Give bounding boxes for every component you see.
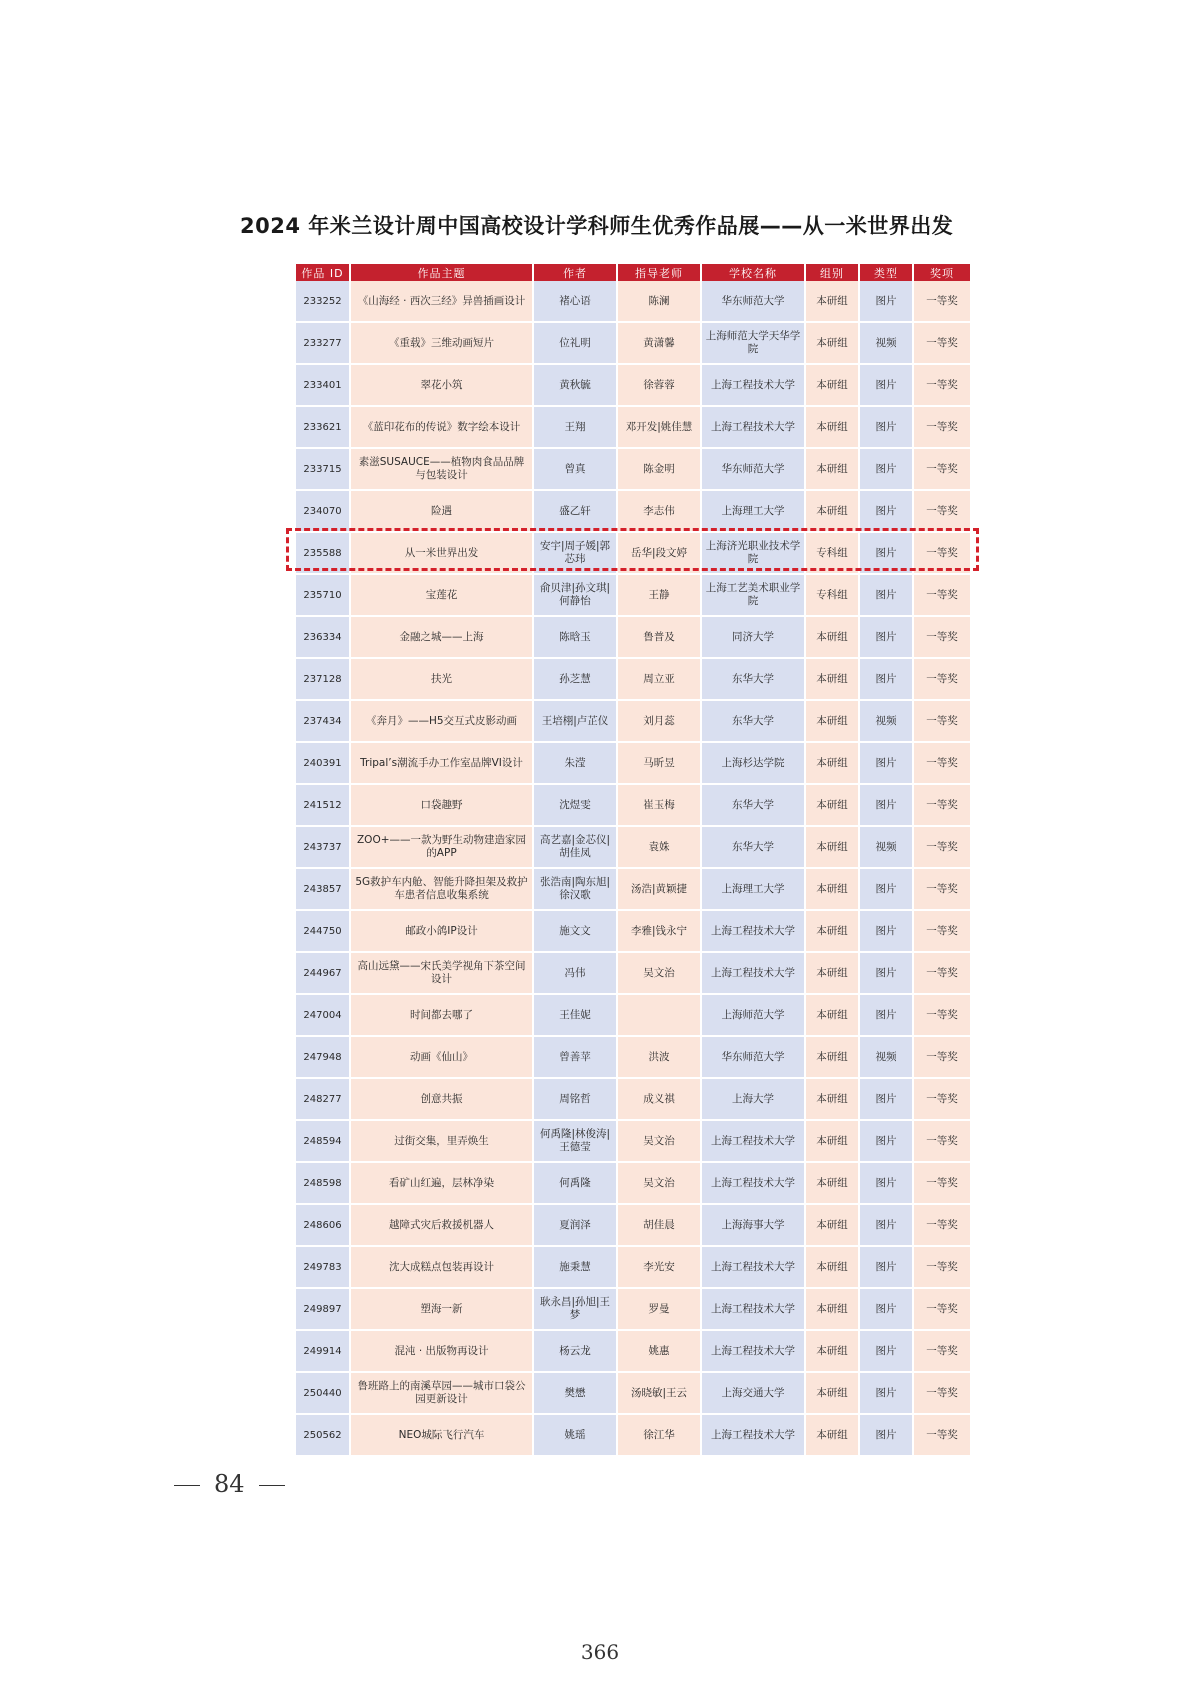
table-row xyxy=(296,365,970,407)
cell-group: 本研组 xyxy=(806,701,860,743)
table-row xyxy=(296,785,970,827)
cell-theme: NEO城际飞行汽车 xyxy=(351,1415,534,1457)
cell-group: 本研组 xyxy=(806,827,860,869)
cell-group: 本研组 xyxy=(806,281,860,323)
cell-teacher: 姚惠 xyxy=(618,1331,702,1373)
cell-id: 241512 xyxy=(296,785,351,827)
cell-author: 安宇|周子媛|郭芯玮 xyxy=(534,533,618,575)
cell-author: 陈晗玉 xyxy=(534,617,618,659)
cell-author: 沈煜雯 xyxy=(534,785,618,827)
cell-id: 243857 xyxy=(296,869,351,911)
cell-theme: 高山远黛——宋氏美学视角下茶空间设计 xyxy=(351,953,534,995)
table-row xyxy=(296,281,970,323)
cell-teacher: 吴文治 xyxy=(618,1163,702,1205)
cell-group: 本研组 xyxy=(806,407,860,449)
header-group: 组别 xyxy=(806,264,860,281)
cell-type: 视频 xyxy=(860,323,914,365)
cell-teacher: 岳华|段文婷 xyxy=(618,533,702,575)
cell-school: 上海理工大学 xyxy=(702,869,806,911)
cell-school: 华东师范大学 xyxy=(702,1037,806,1079)
cell-award: 一等奖 xyxy=(914,1373,970,1415)
cell-author: 张浩南|陶东旭|徐汉歌 xyxy=(534,869,618,911)
cell-award: 一等奖 xyxy=(914,1079,970,1121)
cell-id: 248277 xyxy=(296,1079,351,1121)
cell-id: 250562 xyxy=(296,1415,351,1457)
cell-type: 图片 xyxy=(860,953,914,995)
cell-id: 234070 xyxy=(296,491,351,533)
cell-author: 王佳妮 xyxy=(534,995,618,1037)
table-row xyxy=(296,323,970,365)
table-row xyxy=(296,1247,970,1289)
cell-teacher: 胡佳晨 xyxy=(618,1205,702,1247)
cell-id: 233621 xyxy=(296,407,351,449)
cell-award: 一等奖 xyxy=(914,1121,970,1163)
cell-award: 一等奖 xyxy=(914,1331,970,1373)
cell-id: 237434 xyxy=(296,701,351,743)
cell-award: 一等奖 xyxy=(914,491,970,533)
cell-group: 专科组 xyxy=(806,575,860,617)
cell-type: 图片 xyxy=(860,911,914,953)
table-row xyxy=(296,827,970,869)
cell-award: 一等奖 xyxy=(914,449,970,491)
table-row xyxy=(296,1415,970,1457)
table-row xyxy=(296,407,970,449)
cell-author: 盛乙轩 xyxy=(534,491,618,533)
cell-id: 249897 xyxy=(296,1289,351,1331)
header-id: 作品 ID xyxy=(296,264,351,281)
dash-left xyxy=(174,1485,200,1486)
header-type: 类型 xyxy=(860,264,914,281)
table-row xyxy=(296,491,970,533)
header-award: 奖项 xyxy=(914,264,970,281)
cell-school: 上海交通大学 xyxy=(702,1373,806,1415)
cell-author: 黄秋毓 xyxy=(534,365,618,407)
cell-theme: 塑海一新 xyxy=(351,1289,534,1331)
cell-type: 图片 xyxy=(860,617,914,659)
cell-author: 曾善苹 xyxy=(534,1037,618,1079)
page-label-number: 84 xyxy=(214,1470,245,1498)
cell-theme: 《蓝印花布的传说》数字绘本设计 xyxy=(351,407,534,449)
cell-group: 本研组 xyxy=(806,1415,860,1457)
header-school: 学校名称 xyxy=(702,264,806,281)
cell-teacher: 李光安 xyxy=(618,1247,702,1289)
cell-group: 本研组 xyxy=(806,491,860,533)
cell-school: 上海海事大学 xyxy=(702,1205,806,1247)
cell-id: 233401 xyxy=(296,365,351,407)
cell-id: 244750 xyxy=(296,911,351,953)
table-row xyxy=(296,575,970,617)
table-row xyxy=(296,1373,970,1415)
cell-theme: 险遇 xyxy=(351,491,534,533)
cell-theme: 素滋SUSAUCE——植物肉食品品牌与包装设计 xyxy=(351,449,534,491)
table-row xyxy=(296,701,970,743)
cell-author: 何禹隆 xyxy=(534,1163,618,1205)
cell-teacher: 汤浩|黄颖捷 xyxy=(618,869,702,911)
header-teacher: 指导老师 xyxy=(618,264,702,281)
cell-teacher: 周立亚 xyxy=(618,659,702,701)
table-row xyxy=(296,911,970,953)
table-header-row xyxy=(296,264,970,281)
cell-school: 上海济光职业技术学院 xyxy=(702,533,806,575)
cell-teacher: 洪波 xyxy=(618,1037,702,1079)
cell-id: 235588 xyxy=(296,533,351,575)
cell-id: 248606 xyxy=(296,1205,351,1247)
cell-award: 一等奖 xyxy=(914,407,970,449)
cell-id: 233715 xyxy=(296,449,351,491)
cell-type: 图片 xyxy=(860,281,914,323)
cell-author: 施文文 xyxy=(534,911,618,953)
cell-type: 图片 xyxy=(860,1373,914,1415)
cell-theme: ZOO+——一款为野生动物建造家园的APP xyxy=(351,827,534,869)
cell-author: 樊懋 xyxy=(534,1373,618,1415)
cell-id: 233277 xyxy=(296,323,351,365)
cell-award: 一等奖 xyxy=(914,701,970,743)
cell-school: 上海工程技术大学 xyxy=(702,1121,806,1163)
cell-theme: 《山海经 · 西次三经》异兽插画设计 xyxy=(351,281,534,323)
cell-teacher: 陈金明 xyxy=(618,449,702,491)
cell-group: 本研组 xyxy=(806,1205,860,1247)
cell-author: 夏润泽 xyxy=(534,1205,618,1247)
cell-teacher: 马昕昱 xyxy=(618,743,702,785)
cell-group: 本研组 xyxy=(806,785,860,827)
page-label xyxy=(160,1470,299,1498)
table-row xyxy=(296,1289,970,1331)
cell-award: 一等奖 xyxy=(914,827,970,869)
cell-school: 上海工程技术大学 xyxy=(702,365,806,407)
cell-author: 姚瑶 xyxy=(534,1415,618,1457)
document-title: 2024 年米兰设计周中国高校设计学科师生优秀作品展——从一米世界出发 xyxy=(240,214,954,238)
cell-group: 本研组 xyxy=(806,1373,860,1415)
cell-theme: 宝莲花 xyxy=(351,575,534,617)
cell-school: 上海师范大学天华学院 xyxy=(702,323,806,365)
cell-teacher xyxy=(618,995,702,1037)
cell-award: 一等奖 xyxy=(914,1037,970,1079)
cell-school: 上海工艺美术职业学院 xyxy=(702,575,806,617)
cell-award: 一等奖 xyxy=(914,1289,970,1331)
cell-teacher: 王静 xyxy=(618,575,702,617)
cell-theme: 5G救护车内舱、智能升降担架及救护车患者信息收集系统 xyxy=(351,869,534,911)
cell-type: 图片 xyxy=(860,449,914,491)
cell-teacher: 汤晓敏|王云 xyxy=(618,1373,702,1415)
cell-author: 何禹隆|林俊涛|王德莹 xyxy=(534,1121,618,1163)
cell-type: 图片 xyxy=(860,1121,914,1163)
cell-author: 冯伟 xyxy=(534,953,618,995)
cell-award: 一等奖 xyxy=(914,995,970,1037)
cell-type: 图片 xyxy=(860,1247,914,1289)
cell-group: 本研组 xyxy=(806,953,860,995)
cell-type: 视频 xyxy=(860,701,914,743)
table-row xyxy=(296,449,970,491)
header-theme: 作品主题 xyxy=(351,264,534,281)
cell-award: 一等奖 xyxy=(914,365,970,407)
cell-id: 236334 xyxy=(296,617,351,659)
cell-school: 上海工程技术大学 xyxy=(702,1331,806,1373)
cell-id: 248594 xyxy=(296,1121,351,1163)
cell-school: 东华大学 xyxy=(702,701,806,743)
cell-school: 东华大学 xyxy=(702,827,806,869)
cell-group: 本研组 xyxy=(806,869,860,911)
cell-theme: 越障式灾后救援机器人 xyxy=(351,1205,534,1247)
cell-theme: 混沌 · 出版物再设计 xyxy=(351,1331,534,1373)
cell-author: 施秉慧 xyxy=(534,1247,618,1289)
cell-theme: 时间都去哪了 xyxy=(351,995,534,1037)
awards-table xyxy=(296,264,970,1457)
cell-type: 图片 xyxy=(860,1289,914,1331)
cell-group: 本研组 xyxy=(806,659,860,701)
cell-theme: 鲁班路上的南溪草园——城市口袋公园更新设计 xyxy=(351,1373,534,1415)
table-row xyxy=(296,743,970,785)
cell-id: 235710 xyxy=(296,575,351,617)
cell-author: 曾真 xyxy=(534,449,618,491)
cell-school: 华东师范大学 xyxy=(702,281,806,323)
cell-type: 图片 xyxy=(860,575,914,617)
awards-table-container xyxy=(296,264,970,1457)
cell-type: 视频 xyxy=(860,827,914,869)
cell-school: 上海工程技术大学 xyxy=(702,1163,806,1205)
cell-group: 本研组 xyxy=(806,743,860,785)
cell-teacher: 李志伟 xyxy=(618,491,702,533)
cell-award: 一等奖 xyxy=(914,743,970,785)
cell-teacher: 陈澜 xyxy=(618,281,702,323)
cell-group: 本研组 xyxy=(806,1289,860,1331)
table-row xyxy=(296,1037,970,1079)
cell-type: 图片 xyxy=(860,1331,914,1373)
cell-author: 孙芝慧 xyxy=(534,659,618,701)
cell-id: 237128 xyxy=(296,659,351,701)
cell-type: 图片 xyxy=(860,365,914,407)
cell-group: 本研组 xyxy=(806,1163,860,1205)
cell-award: 一等奖 xyxy=(914,953,970,995)
cell-author: 王培栩|卢芷仪 xyxy=(534,701,618,743)
cell-theme: 看矿山红遍，层林净染 xyxy=(351,1163,534,1205)
cell-type: 图片 xyxy=(860,491,914,533)
table-row xyxy=(296,1331,970,1373)
cell-teacher: 李雅|钱永宁 xyxy=(618,911,702,953)
cell-id: 233252 xyxy=(296,281,351,323)
cell-author: 位礼明 xyxy=(534,323,618,365)
cell-group: 本研组 xyxy=(806,323,860,365)
cell-group: 本研组 xyxy=(806,365,860,407)
table-row xyxy=(296,1121,970,1163)
cell-author: 俞贝津|孙文琪|何静怡 xyxy=(534,575,618,617)
cell-group: 本研组 xyxy=(806,1037,860,1079)
cell-award: 一等奖 xyxy=(914,617,970,659)
table-row xyxy=(296,869,970,911)
cell-type: 图片 xyxy=(860,659,914,701)
cell-id: 244967 xyxy=(296,953,351,995)
cell-school: 上海大学 xyxy=(702,1079,806,1121)
cell-award: 一等奖 xyxy=(914,281,970,323)
cell-group: 本研组 xyxy=(806,995,860,1037)
cell-theme: Tripal’s潮流手办工作室品牌VI设计 xyxy=(351,743,534,785)
cell-award: 一等奖 xyxy=(914,533,970,575)
cell-author: 王翔 xyxy=(534,407,618,449)
header-author: 作者 xyxy=(534,264,618,281)
cell-teacher: 罗曼 xyxy=(618,1289,702,1331)
cell-school: 上海杉达学院 xyxy=(702,743,806,785)
footer-page-number: 366 xyxy=(580,1640,620,1664)
cell-author: 高艺嘉|金芯仪|胡佳凤 xyxy=(534,827,618,869)
cell-type: 图片 xyxy=(860,1205,914,1247)
cell-type: 图片 xyxy=(860,1079,914,1121)
cell-school: 上海工程技术大学 xyxy=(702,953,806,995)
cell-award: 一等奖 xyxy=(914,869,970,911)
cell-id: 243737 xyxy=(296,827,351,869)
cell-author: 褚心语 xyxy=(534,281,618,323)
cell-award: 一等奖 xyxy=(914,1205,970,1247)
cell-theme: 动画《仙山》 xyxy=(351,1037,534,1079)
cell-school: 上海工程技术大学 xyxy=(702,1289,806,1331)
cell-type: 图片 xyxy=(860,1163,914,1205)
cell-teacher: 徐蓉蓉 xyxy=(618,365,702,407)
cell-theme: 从一米世界出发 xyxy=(351,533,534,575)
cell-teacher: 吴文治 xyxy=(618,953,702,995)
cell-teacher: 刘月蕊 xyxy=(618,701,702,743)
cell-group: 专科组 xyxy=(806,533,860,575)
cell-award: 一等奖 xyxy=(914,911,970,953)
cell-type: 图片 xyxy=(860,533,914,575)
cell-school: 同济大学 xyxy=(702,617,806,659)
cell-group: 本研组 xyxy=(806,617,860,659)
cell-school: 上海理工大学 xyxy=(702,491,806,533)
table-row xyxy=(296,1079,970,1121)
cell-teacher: 吴文治 xyxy=(618,1121,702,1163)
cell-school: 东华大学 xyxy=(702,659,806,701)
cell-author: 耿永昌|孙旭|王梦 xyxy=(534,1289,618,1331)
cell-teacher: 袁姝 xyxy=(618,827,702,869)
table-row xyxy=(296,533,970,575)
cell-type: 图片 xyxy=(860,1415,914,1457)
cell-group: 本研组 xyxy=(806,449,860,491)
cell-author: 周铭哲 xyxy=(534,1079,618,1121)
cell-teacher: 成义祺 xyxy=(618,1079,702,1121)
cell-teacher: 徐江华 xyxy=(618,1415,702,1457)
cell-school: 上海工程技术大学 xyxy=(702,911,806,953)
cell-teacher: 崔玉梅 xyxy=(618,785,702,827)
cell-school: 上海工程技术大学 xyxy=(702,407,806,449)
cell-theme: 《重载》三维动画短片 xyxy=(351,323,534,365)
cell-author: 朱滢 xyxy=(534,743,618,785)
cell-id: 250440 xyxy=(296,1373,351,1415)
cell-award: 一等奖 xyxy=(914,785,970,827)
cell-theme: 口袋趣野 xyxy=(351,785,534,827)
cell-teacher: 黄潇馨 xyxy=(618,323,702,365)
cell-group: 本研组 xyxy=(806,1121,860,1163)
cell-group: 本研组 xyxy=(806,1079,860,1121)
cell-author: 杨云龙 xyxy=(534,1331,618,1373)
cell-theme: 翠花小筑 xyxy=(351,365,534,407)
cell-group: 本研组 xyxy=(806,1331,860,1373)
cell-type: 图片 xyxy=(860,407,914,449)
cell-award: 一等奖 xyxy=(914,1415,970,1457)
cell-type: 图片 xyxy=(860,743,914,785)
cell-theme: 创意共振 xyxy=(351,1079,534,1121)
cell-id: 249914 xyxy=(296,1331,351,1373)
cell-group: 本研组 xyxy=(806,911,860,953)
table-row xyxy=(296,1163,970,1205)
cell-school: 华东师范大学 xyxy=(702,449,806,491)
table-row xyxy=(296,995,970,1037)
table-row xyxy=(296,659,970,701)
cell-school: 东华大学 xyxy=(702,785,806,827)
table-body xyxy=(296,281,970,1457)
cell-award: 一等奖 xyxy=(914,1247,970,1289)
cell-id: 240391 xyxy=(296,743,351,785)
cell-group: 本研组 xyxy=(806,1247,860,1289)
cell-type: 图片 xyxy=(860,785,914,827)
table-row xyxy=(296,617,970,659)
cell-school: 上海工程技术大学 xyxy=(702,1247,806,1289)
cell-theme: 邮政小鸽IP设计 xyxy=(351,911,534,953)
cell-theme: 金融之城——上海 xyxy=(351,617,534,659)
table-row xyxy=(296,953,970,995)
cell-id: 247948 xyxy=(296,1037,351,1079)
cell-teacher: 邓开发|姚佳慧 xyxy=(618,407,702,449)
cell-id: 249783 xyxy=(296,1247,351,1289)
cell-award: 一等奖 xyxy=(914,1163,970,1205)
cell-theme: 沈大成糕点包装再设计 xyxy=(351,1247,534,1289)
cell-school: 上海师范大学 xyxy=(702,995,806,1037)
cell-type: 视频 xyxy=(860,1037,914,1079)
cell-theme: 扶光 xyxy=(351,659,534,701)
cell-award: 一等奖 xyxy=(914,659,970,701)
cell-theme: 过街交集，里弄焕生 xyxy=(351,1121,534,1163)
cell-award: 一等奖 xyxy=(914,323,970,365)
cell-id: 248598 xyxy=(296,1163,351,1205)
cell-type: 图片 xyxy=(860,869,914,911)
cell-teacher: 鲁普及 xyxy=(618,617,702,659)
cell-type: 图片 xyxy=(860,995,914,1037)
dash-right xyxy=(259,1485,285,1486)
cell-theme: 《奔月》——H5交互式皮影动画 xyxy=(351,701,534,743)
cell-award: 一等奖 xyxy=(914,575,970,617)
cell-school: 上海工程技术大学 xyxy=(702,1415,806,1457)
table-row xyxy=(296,1205,970,1247)
cell-id: 247004 xyxy=(296,995,351,1037)
